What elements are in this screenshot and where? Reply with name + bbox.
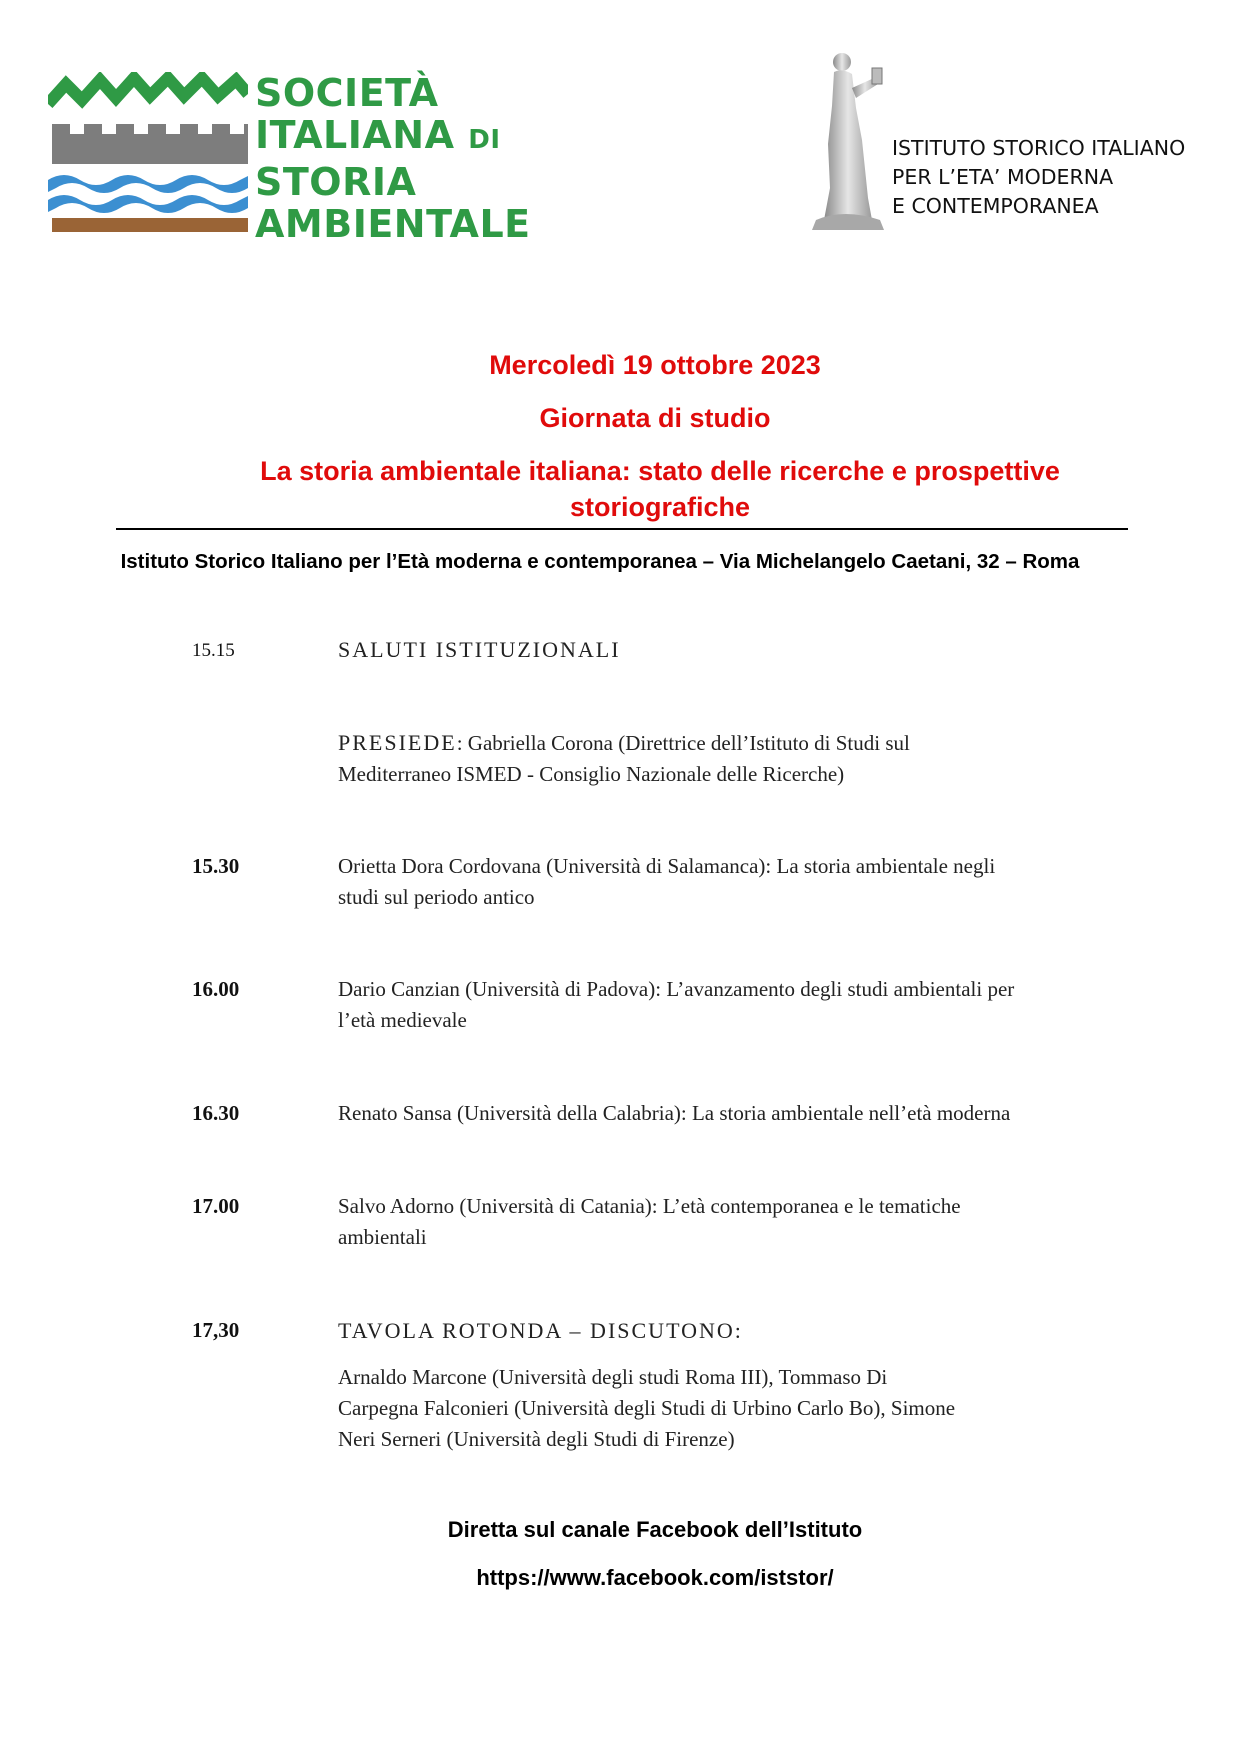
- event-title: [200, 453, 1120, 525]
- time-saluti: 15.15: [192, 640, 235, 661]
- time-talk-2: 16.00: [192, 977, 240, 1001]
- tavola-line-1: Arnaldo Marcone (Università degli studi Roma III), Tommaso Di: [338, 1365, 888, 1389]
- header-divider: [116, 528, 1128, 530]
- tavola-line-2: Carpegna Falconieri (Università degli Studi di Urbino Carlo Bo), Simone: [338, 1396, 956, 1420]
- event-date: Mercoledì 19 ottobre 2023: [489, 350, 821, 380]
- logo-line-3: STORIA: [255, 160, 417, 204]
- time-tavola: 17,30: [192, 1318, 240, 1342]
- statue-icon: [810, 48, 890, 238]
- sisa-logo-text: [255, 72, 531, 245]
- saluti-text: SALUTI ISTITUZIONALI: [338, 637, 621, 662]
- event-title-line-1: La storia ambientale italiana: stato delle ricerche e prospettive: [260, 456, 1060, 486]
- time-talk-4: 17.00: [192, 1194, 240, 1218]
- logo-line-1: SOCIETÀ: [255, 71, 439, 115]
- inst-line-2: PER L’ETA’ MODERNA: [892, 165, 1114, 189]
- talk-3-line-1: Renato Sansa (Università della Calabria): La storia ambientale nell’età moderna: [338, 1101, 1011, 1125]
- talk-1-line-1: Orietta Dora Cordovana (Università di Salamanca): La storia ambientale negli: [338, 854, 996, 878]
- tavola-line-3: Neri Serneri (Università degli Studi di Firenze): [338, 1427, 735, 1451]
- talk-2-line-1: Dario Canzian (Università di Padova): L’avanzamento degli studi ambientali per: [338, 977, 1015, 1001]
- live-stream-note: Diretta sul canale Facebook dell’Istituto: [447, 1517, 863, 1542]
- time-talk-3: 16.30: [192, 1101, 240, 1125]
- talk-4-line-2: ambientali: [338, 1225, 427, 1249]
- istituto-logo-text: [892, 134, 1185, 221]
- presiede-label: PRESIEDE: [338, 730, 457, 755]
- presiede-line-2: Mediterraneo ISMED - Consiglio Nazionale delle Ricerche): [338, 762, 845, 786]
- talk-2-line-2: l’età medievale: [338, 1008, 467, 1032]
- sisa-logo: [48, 71, 531, 246]
- istituto-logo: [810, 48, 1210, 238]
- event-title-line-2: storiografiche: [569, 492, 751, 522]
- inst-line-3: E CONTEMPORANEA: [892, 194, 1099, 218]
- facebook-link[interactable]: https://www.facebook.com/iststor/: [476, 1565, 834, 1590]
- sisa-emblem-icon: [48, 72, 248, 237]
- presiede-block: [338, 727, 1118, 790]
- logo-line-2-main: ITALIANA: [255, 113, 455, 157]
- tavola-heading: TAVOLA ROTONDA – DISCUTONO:: [338, 1318, 743, 1343]
- presiede-line-1-text: : Gabriella Corona (Direttrice dell’Istituto di Studi sul: [456, 731, 910, 755]
- talk-4-line-1: Salvo Adorno (Università di Catania): L’età contemporanea e le tematiche: [338, 1194, 961, 1218]
- event-venue: Istituto Storico Italiano per l’Età moderna e contemporanea – Via Michelangelo Caetani, 32 – Roma: [120, 550, 1080, 573]
- talk-3: [338, 1098, 1118, 1129]
- talk-2: [338, 974, 1118, 1036]
- presiede-line-1: [338, 727, 1118, 759]
- logo-line-2: [255, 114, 531, 161]
- time-talk-1: 15.30: [192, 854, 240, 878]
- inst-line-1: ISTITUTO STORICO ITALIANO: [892, 136, 1186, 160]
- logo-line-2-small: DI: [468, 125, 501, 155]
- tavola-participants: [338, 1362, 1118, 1455]
- talk-4: [338, 1191, 1118, 1253]
- event-type: Giornata di studio: [539, 403, 771, 433]
- logo-line-4: AMBIENTALE: [255, 202, 531, 246]
- talk-1: [338, 851, 1118, 913]
- talk-1-line-2: studi sul periodo antico: [338, 885, 535, 909]
